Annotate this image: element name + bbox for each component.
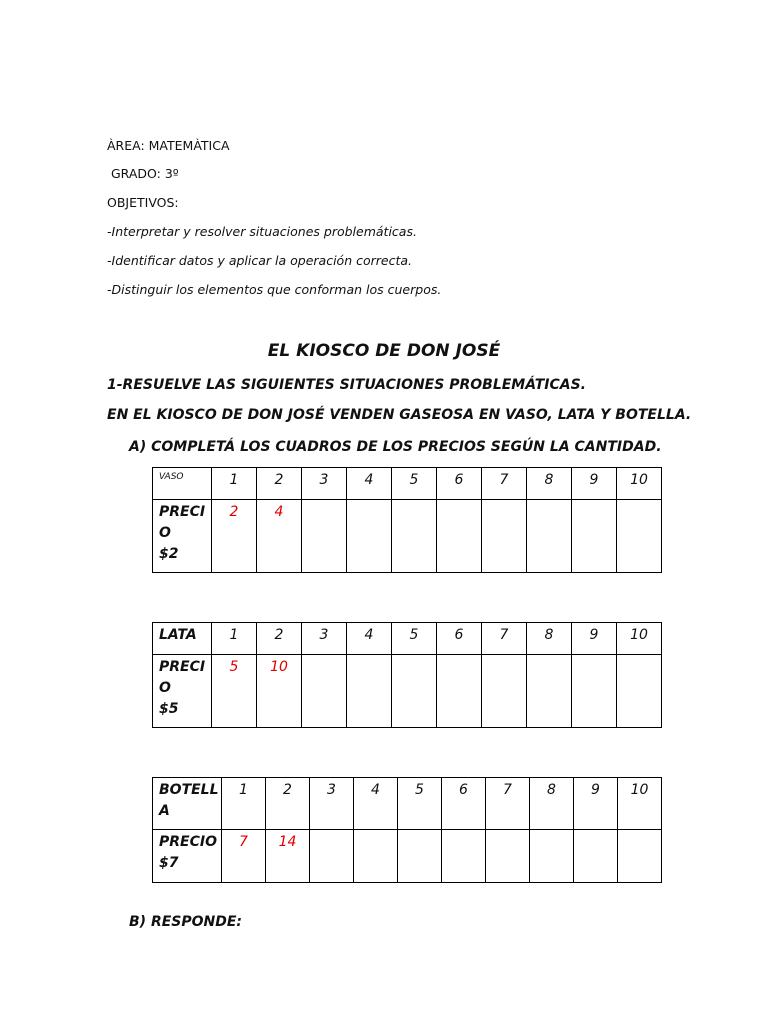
price-cell[interactable] xyxy=(437,655,482,728)
quantity-cell: 2 xyxy=(257,623,302,655)
quantity-cell: 8 xyxy=(527,623,572,655)
price-cell[interactable] xyxy=(617,655,662,728)
price-cell[interactable]: 5 xyxy=(212,655,257,728)
vaso-price-table xyxy=(152,467,662,573)
instruction-2: EN EL KIOSCO DE DON JOSÉ VENDEN GASEOSA EN VASO, LATA Y BOTELLA. xyxy=(107,407,692,423)
quantity-cell: 6 xyxy=(442,778,486,830)
table-header-row xyxy=(153,468,662,500)
price-cell[interactable]: 2 xyxy=(212,500,257,573)
price-cell[interactable] xyxy=(618,830,662,883)
quantity-cell: 9 xyxy=(572,623,617,655)
instruction-1: 1-RESUELVE LAS SIGUIENTES SITUACIONES PROBLEMÁTICAS. xyxy=(107,377,587,393)
table-header-row xyxy=(153,778,662,830)
price-cell[interactable]: 7 xyxy=(222,830,266,883)
table-header-row xyxy=(153,623,662,655)
price-cell[interactable] xyxy=(347,655,392,728)
quantity-cell: 4 xyxy=(347,623,392,655)
price-cell[interactable] xyxy=(527,655,572,728)
quantity-cell: 1 xyxy=(222,778,266,830)
price-label: PRECI O $2 xyxy=(153,500,212,573)
item-label-lata: LATA xyxy=(153,623,212,655)
price-cell[interactable] xyxy=(310,830,354,883)
objetivo-3: -Distinguir los elementos que conforman los cuerpos. xyxy=(107,282,442,297)
price-cell[interactable] xyxy=(392,655,437,728)
price-cell[interactable] xyxy=(574,830,618,883)
price-cell[interactable] xyxy=(392,500,437,573)
quantity-cell: 6 xyxy=(437,623,482,655)
price-cell[interactable] xyxy=(527,500,572,573)
price-label: PRECI O $5 xyxy=(153,655,212,728)
botella-price-table xyxy=(152,777,662,883)
quantity-cell: 7 xyxy=(482,468,527,500)
price-label: PRECIO $7 xyxy=(153,830,222,883)
quantity-cell: 8 xyxy=(527,468,572,500)
quantity-cell: 3 xyxy=(302,468,347,500)
price-cell[interactable] xyxy=(302,655,347,728)
table-price-row xyxy=(153,655,662,728)
quantity-cell: 7 xyxy=(486,778,530,830)
area-label: ÀREA: MATEMÀTICA xyxy=(107,138,230,153)
quantity-cell: 6 xyxy=(437,468,482,500)
quantity-cell: 4 xyxy=(347,468,392,500)
part-b-instruction: B) RESPONDE: xyxy=(129,914,243,930)
table-price-row xyxy=(153,830,662,883)
price-cell[interactable]: 14 xyxy=(266,830,310,883)
lata-price-table xyxy=(152,622,662,728)
price-cell[interactable] xyxy=(572,655,617,728)
objetivos-label: OBJETIVOS: xyxy=(107,195,179,210)
quantity-cell: 3 xyxy=(302,623,347,655)
quantity-cell: 9 xyxy=(572,468,617,500)
price-cell[interactable] xyxy=(347,500,392,573)
item-label-vaso: VASO xyxy=(153,468,212,500)
price-cell[interactable] xyxy=(442,830,486,883)
item-label-botella: BOTELL A xyxy=(153,778,222,830)
price-cell[interactable]: 4 xyxy=(257,500,302,573)
quantity-cell: 5 xyxy=(398,778,442,830)
price-cell[interactable] xyxy=(302,500,347,573)
price-cell[interactable] xyxy=(482,500,527,573)
price-cell[interactable] xyxy=(437,500,482,573)
objetivo-1: -Interpretar y resolver situaciones problemáticas. xyxy=(107,224,417,239)
table-price-row xyxy=(153,500,662,573)
quantity-cell: 1 xyxy=(212,468,257,500)
grado-label: GRADO: 3º xyxy=(111,166,179,181)
page-title: EL KIOSCO DE DON JOSÉ xyxy=(267,341,501,361)
price-cell[interactable]: 10 xyxy=(257,655,302,728)
price-cell[interactable] xyxy=(482,655,527,728)
quantity-cell: 10 xyxy=(617,623,662,655)
quantity-cell: 1 xyxy=(212,623,257,655)
quantity-cell: 8 xyxy=(530,778,574,830)
price-cell[interactable] xyxy=(572,500,617,573)
price-cell[interactable] xyxy=(530,830,574,883)
quantity-cell: 5 xyxy=(392,468,437,500)
quantity-cell: 2 xyxy=(257,468,302,500)
quantity-cell: 10 xyxy=(617,468,662,500)
price-cell[interactable] xyxy=(617,500,662,573)
quantity-cell: 2 xyxy=(266,778,310,830)
objetivo-2: -Identificar datos y aplicar la operación correcta. xyxy=(107,253,412,268)
quantity-cell: 9 xyxy=(574,778,618,830)
price-cell[interactable] xyxy=(398,830,442,883)
quantity-cell: 5 xyxy=(392,623,437,655)
part-a-instruction: A) COMPLETÁ LOS CUADROS DE LOS PRECIOS SEGÚN LA CANTIDAD. xyxy=(129,439,662,455)
price-cell[interactable] xyxy=(354,830,398,883)
quantity-cell: 7 xyxy=(482,623,527,655)
price-cell[interactable] xyxy=(486,830,530,883)
quantity-cell: 4 xyxy=(354,778,398,830)
quantity-cell: 3 xyxy=(310,778,354,830)
quantity-cell: 10 xyxy=(618,778,662,830)
